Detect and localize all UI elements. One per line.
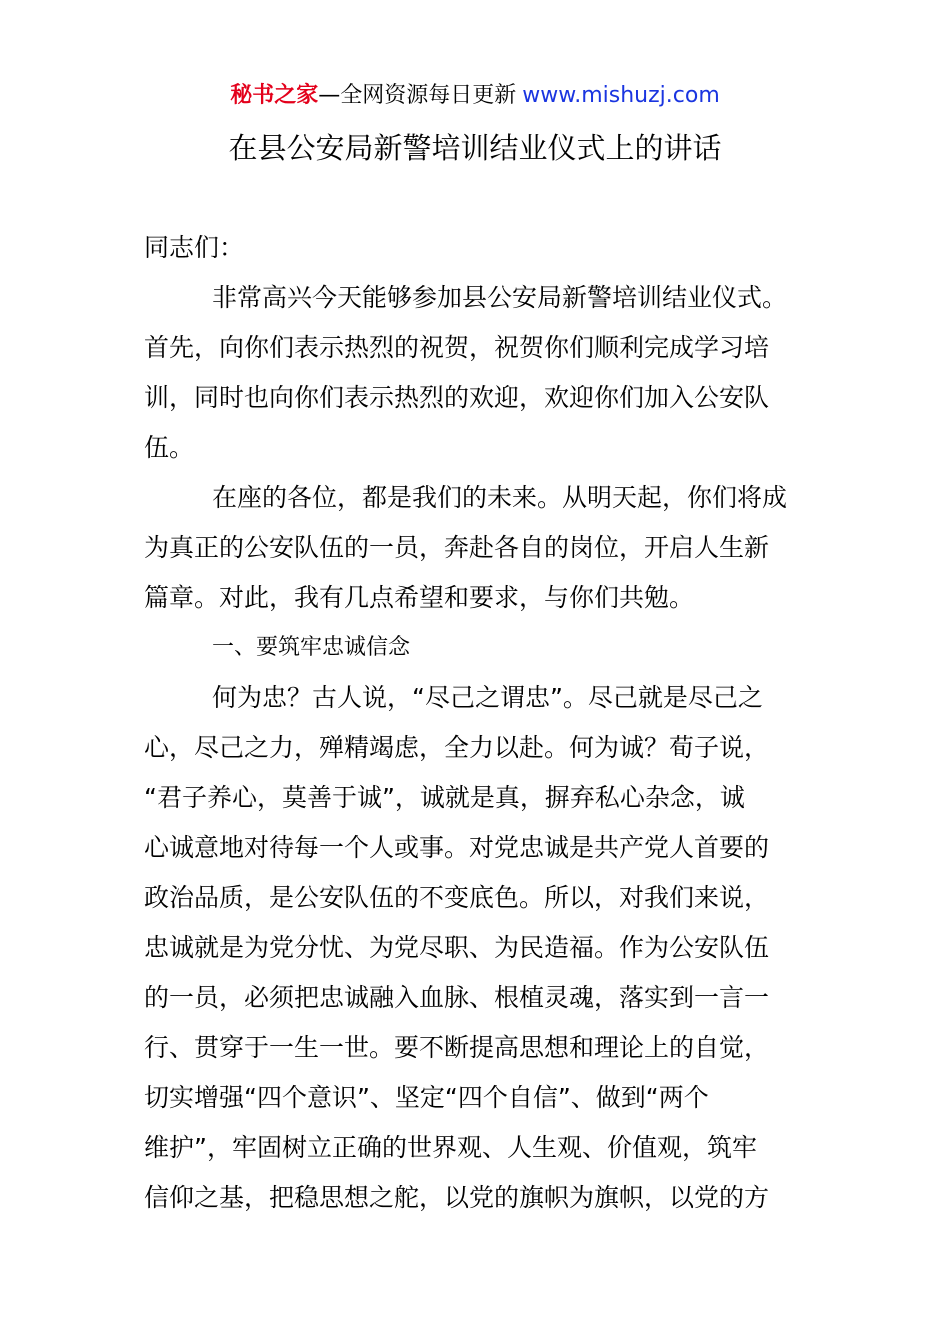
paragraph-line: 首先，向你们表示热烈的祝贺，祝贺你们顺利完成学习培 xyxy=(144,333,770,362)
paragraph-line: 行、贯穿于一生一世。要不断提高思想和理论上的自觉， xyxy=(144,1033,770,1062)
header-slogan: —全网资源每日更新 xyxy=(318,83,517,108)
paragraph-line: 维护”，牢固树立正确的世界观、人生观、价值观，筑牢 xyxy=(144,1133,757,1162)
paragraph-line: “君子养心，莫善于诚”，诚就是真，摒弃私心杂念，诚 xyxy=(144,783,745,812)
paragraph-line: 切实增强“四个意识”、坚定“四个自信”、做到“两个 xyxy=(144,1083,709,1112)
document-title: 在县公安局新警培训结业仪式上的讲话 xyxy=(228,131,722,165)
document-body xyxy=(144,223,810,1223)
paragraph-line: 忠诚就是为党分忧、为党尽职、为民造福。作为公安队伍 xyxy=(144,933,770,962)
site-url-link[interactable]: www.mishuzj.com xyxy=(522,83,720,108)
paragraph-line: 信仰之基，把稳思想之舵，以党的旗帜为旗帜，以党的方 xyxy=(144,1183,770,1212)
paragraph-line: 为真正的公安队伍的一员，奔赴各自的岗位，开启人生新 xyxy=(144,533,770,562)
paragraph-line: 非常高兴今天能够参加县公安局新警培训结业仪式。 xyxy=(212,283,788,312)
paragraph-line: 训，同时也向你们表示热烈的欢迎，欢迎你们加入公安队 xyxy=(144,383,770,412)
paragraph-line: 心，尽己之力，殚精竭虑，全力以赴。何为诚？荀子说， xyxy=(144,733,770,762)
paragraph-line: 伍。 xyxy=(144,433,195,462)
paragraph-line: 心诚意地对待每一个人或事。对党忠诚是共产党人首要的 xyxy=(144,833,770,862)
paragraph-line: 政治品质，是公安队伍的不变底色。所以，对我们来说， xyxy=(144,883,770,912)
paragraph-line: 篇章。对此，我有几点希望和要求，与你们共勉。 xyxy=(144,583,695,612)
paragraph-line: 何为忠？古人说，“尽己之谓忠”。尽己就是尽己之 xyxy=(212,683,763,712)
salutation: 同志们： xyxy=(144,233,245,262)
paragraph-line: 在座的各位，都是我们的未来。从明天起，你们将成 xyxy=(212,483,788,512)
brand-name: 秘书之家 xyxy=(230,83,319,108)
site-header xyxy=(0,80,950,112)
paragraph-line: 的一员，必须把忠诚融入血脉、根植灵魂，落实到一言一 xyxy=(144,983,770,1012)
section-heading: 一、要筑牢忠诚信念 xyxy=(212,635,411,660)
